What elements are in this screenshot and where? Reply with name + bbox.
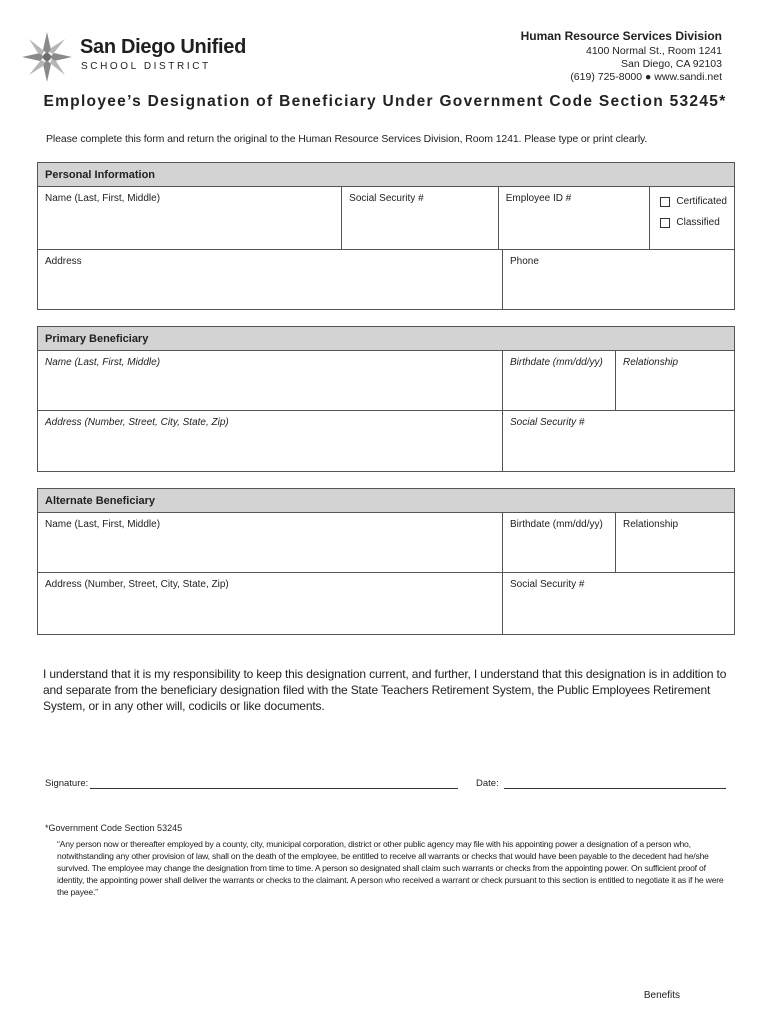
alternate-relationship-field[interactable]: Relationship <box>623 519 679 530</box>
logo-name: San Diego Unified <box>80 36 247 58</box>
acknowledgement-statement: I understand that it is my responsibility to keep this designation current, and further, I understand that this designation is in addition to and separate from the beneficiary designation filed with the State Teachers Retirement System, the Public Employees Retirement System, or in any other will, codicils or like documents. <box>43 667 727 713</box>
signature-label: Signature: <box>45 778 89 789</box>
star-logo-icon <box>20 30 74 84</box>
government-code-title: *Government Code Section 53245 <box>45 823 183 833</box>
employee-type-options <box>650 187 734 249</box>
instructions-text: Please complete this form and return the original to the Human Resource Services Division, Room 1241. Please type or print clearly. <box>46 133 648 145</box>
alternate-beneficiary-section <box>37 488 735 635</box>
division-name: Human Resource Services Division <box>520 29 722 43</box>
section-heading: Primary Beneficiary <box>38 327 734 351</box>
primary-address-field[interactable]: Address (Number, Street, City, State, Zip) <box>38 411 503 471</box>
alternate-address-field[interactable]: Address (Number, Street, City, State, Zip) <box>38 573 503 634</box>
page-title: Employee’s Designation of Beneficiary Under Government Code Section 53245* <box>43 93 727 110</box>
alternate-name-field[interactable]: Name (Last, First, Middle) <box>38 513 503 572</box>
logo-subtitle: SCHOOL DISTRICT <box>81 61 211 72</box>
date-row <box>476 778 726 789</box>
alternate-ssn-field[interactable]: Social Security # <box>510 579 585 590</box>
primary-relationship-field[interactable]: Relationship <box>623 357 679 368</box>
footer-label: Benefits <box>643 990 680 1001</box>
primary-beneficiary-section <box>37 326 735 472</box>
date-line[interactable] <box>504 778 726 789</box>
employee-name-field[interactable]: Name (Last, First, Middle) <box>38 187 342 249</box>
primary-name-field[interactable]: Name (Last, First, Middle) <box>38 351 503 410</box>
certificated-label: Certificated <box>676 196 727 207</box>
employee-ssn-field[interactable]: Social Security # <box>342 187 499 249</box>
division-address-block <box>521 30 722 84</box>
employee-phone-field[interactable]: Phone <box>510 256 539 267</box>
district-logo <box>20 30 247 86</box>
primary-ssn-field[interactable]: Social Security # <box>510 417 585 428</box>
classified-checkbox[interactable] <box>660 218 670 228</box>
government-code-text: “Any person now or thereafter employed by a county, city, municipal corporation, district or other public agency may file with his appointing power a designation of a person who, notwithstanding any other provision of law, shall on the death of the employee, be entitled to receive all warrants or checks that would have been payable to the decedent had he/she survived. The employee may change the designation from time to time. A person so designated shall claim such warrants or checks from the appointing power. On sufficient proof of identity, the appointing power shall deliver the warrants or checks to the claimant. A person who received a warrant or check pursuant to this section is entitled to negotiate it as if he were the payee.” <box>57 839 724 897</box>
section-heading: Personal Information <box>38 163 734 187</box>
address-line-1: 4100 Normal St., Room 1241 <box>586 45 722 57</box>
section-heading: Alternate Beneficiary <box>38 489 734 513</box>
date-label: Date: <box>476 778 499 789</box>
primary-birthdate-field[interactable]: Birthdate (mm/dd/yy) <box>503 351 616 410</box>
employee-id-field[interactable]: Employee ID # <box>499 187 651 249</box>
certificated-checkbox[interactable] <box>660 197 670 207</box>
alternate-birthdate-field[interactable]: Birthdate (mm/dd/yy) <box>503 513 616 572</box>
employee-address-field[interactable]: Address <box>38 250 503 309</box>
address-line-2: San Diego, CA 92103 <box>621 58 722 70</box>
contact-line: (619) 725-8000 ● www.sandi.net <box>570 71 722 83</box>
signature-row <box>45 778 458 789</box>
classified-label: Classified <box>676 217 720 228</box>
personal-information-section <box>37 162 735 310</box>
signature-line[interactable] <box>90 778 458 789</box>
